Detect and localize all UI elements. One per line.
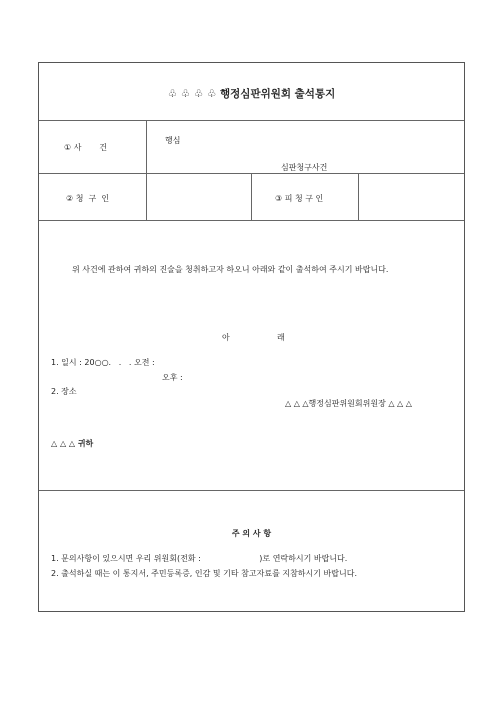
case-name: 심판청구사건 [281,163,328,172]
divider [251,173,252,220]
item-place: 2. 장소 [51,387,77,396]
respondent-label: ③ 피 청 구 인 [275,194,324,203]
case-label: ① 사 건 [64,143,107,152]
notes-title: 주 의 사 항 [231,529,272,538]
notice-form [38,62,465,612]
note-contact: 1. 문의사항이 있으시면 우리 위원회(전화 : )로 연락하시기 바랍니다. [51,554,348,563]
item-date: 1. 일시 : 20○○. . . 오전 : [51,358,155,367]
note-bring: 2. 출석하실 때는 이 통지서, 주민등록증, 인감 및 기타 참고자료를 지참하시기 바랍니다. [51,569,357,578]
divider [358,173,359,220]
divider [39,120,464,121]
chair-signature: △ △ △행정심판위원회위원장 △ △ △ [285,399,412,408]
recipient: △ △ △ 귀하 [51,439,94,448]
below-heading-right: 래 [277,333,285,342]
claimant-label: ② 청 구 인 [66,194,110,203]
case-prefix: 행심 [165,136,181,145]
divider [39,220,464,221]
item-date-pm: 오후 : [162,373,183,382]
intro-text: 위 사건에 관하여 귀하의 진술을 청취하고자 하오니 아래와 같이 출석하여 주시기 바랍니다. [72,265,389,274]
below-heading-left: 아 [222,333,230,342]
divider [39,490,464,491]
divider [146,120,147,220]
page-title: ♧ ♧ ♧ ♧ 행정심판위원회 출석통지 [167,88,336,100]
